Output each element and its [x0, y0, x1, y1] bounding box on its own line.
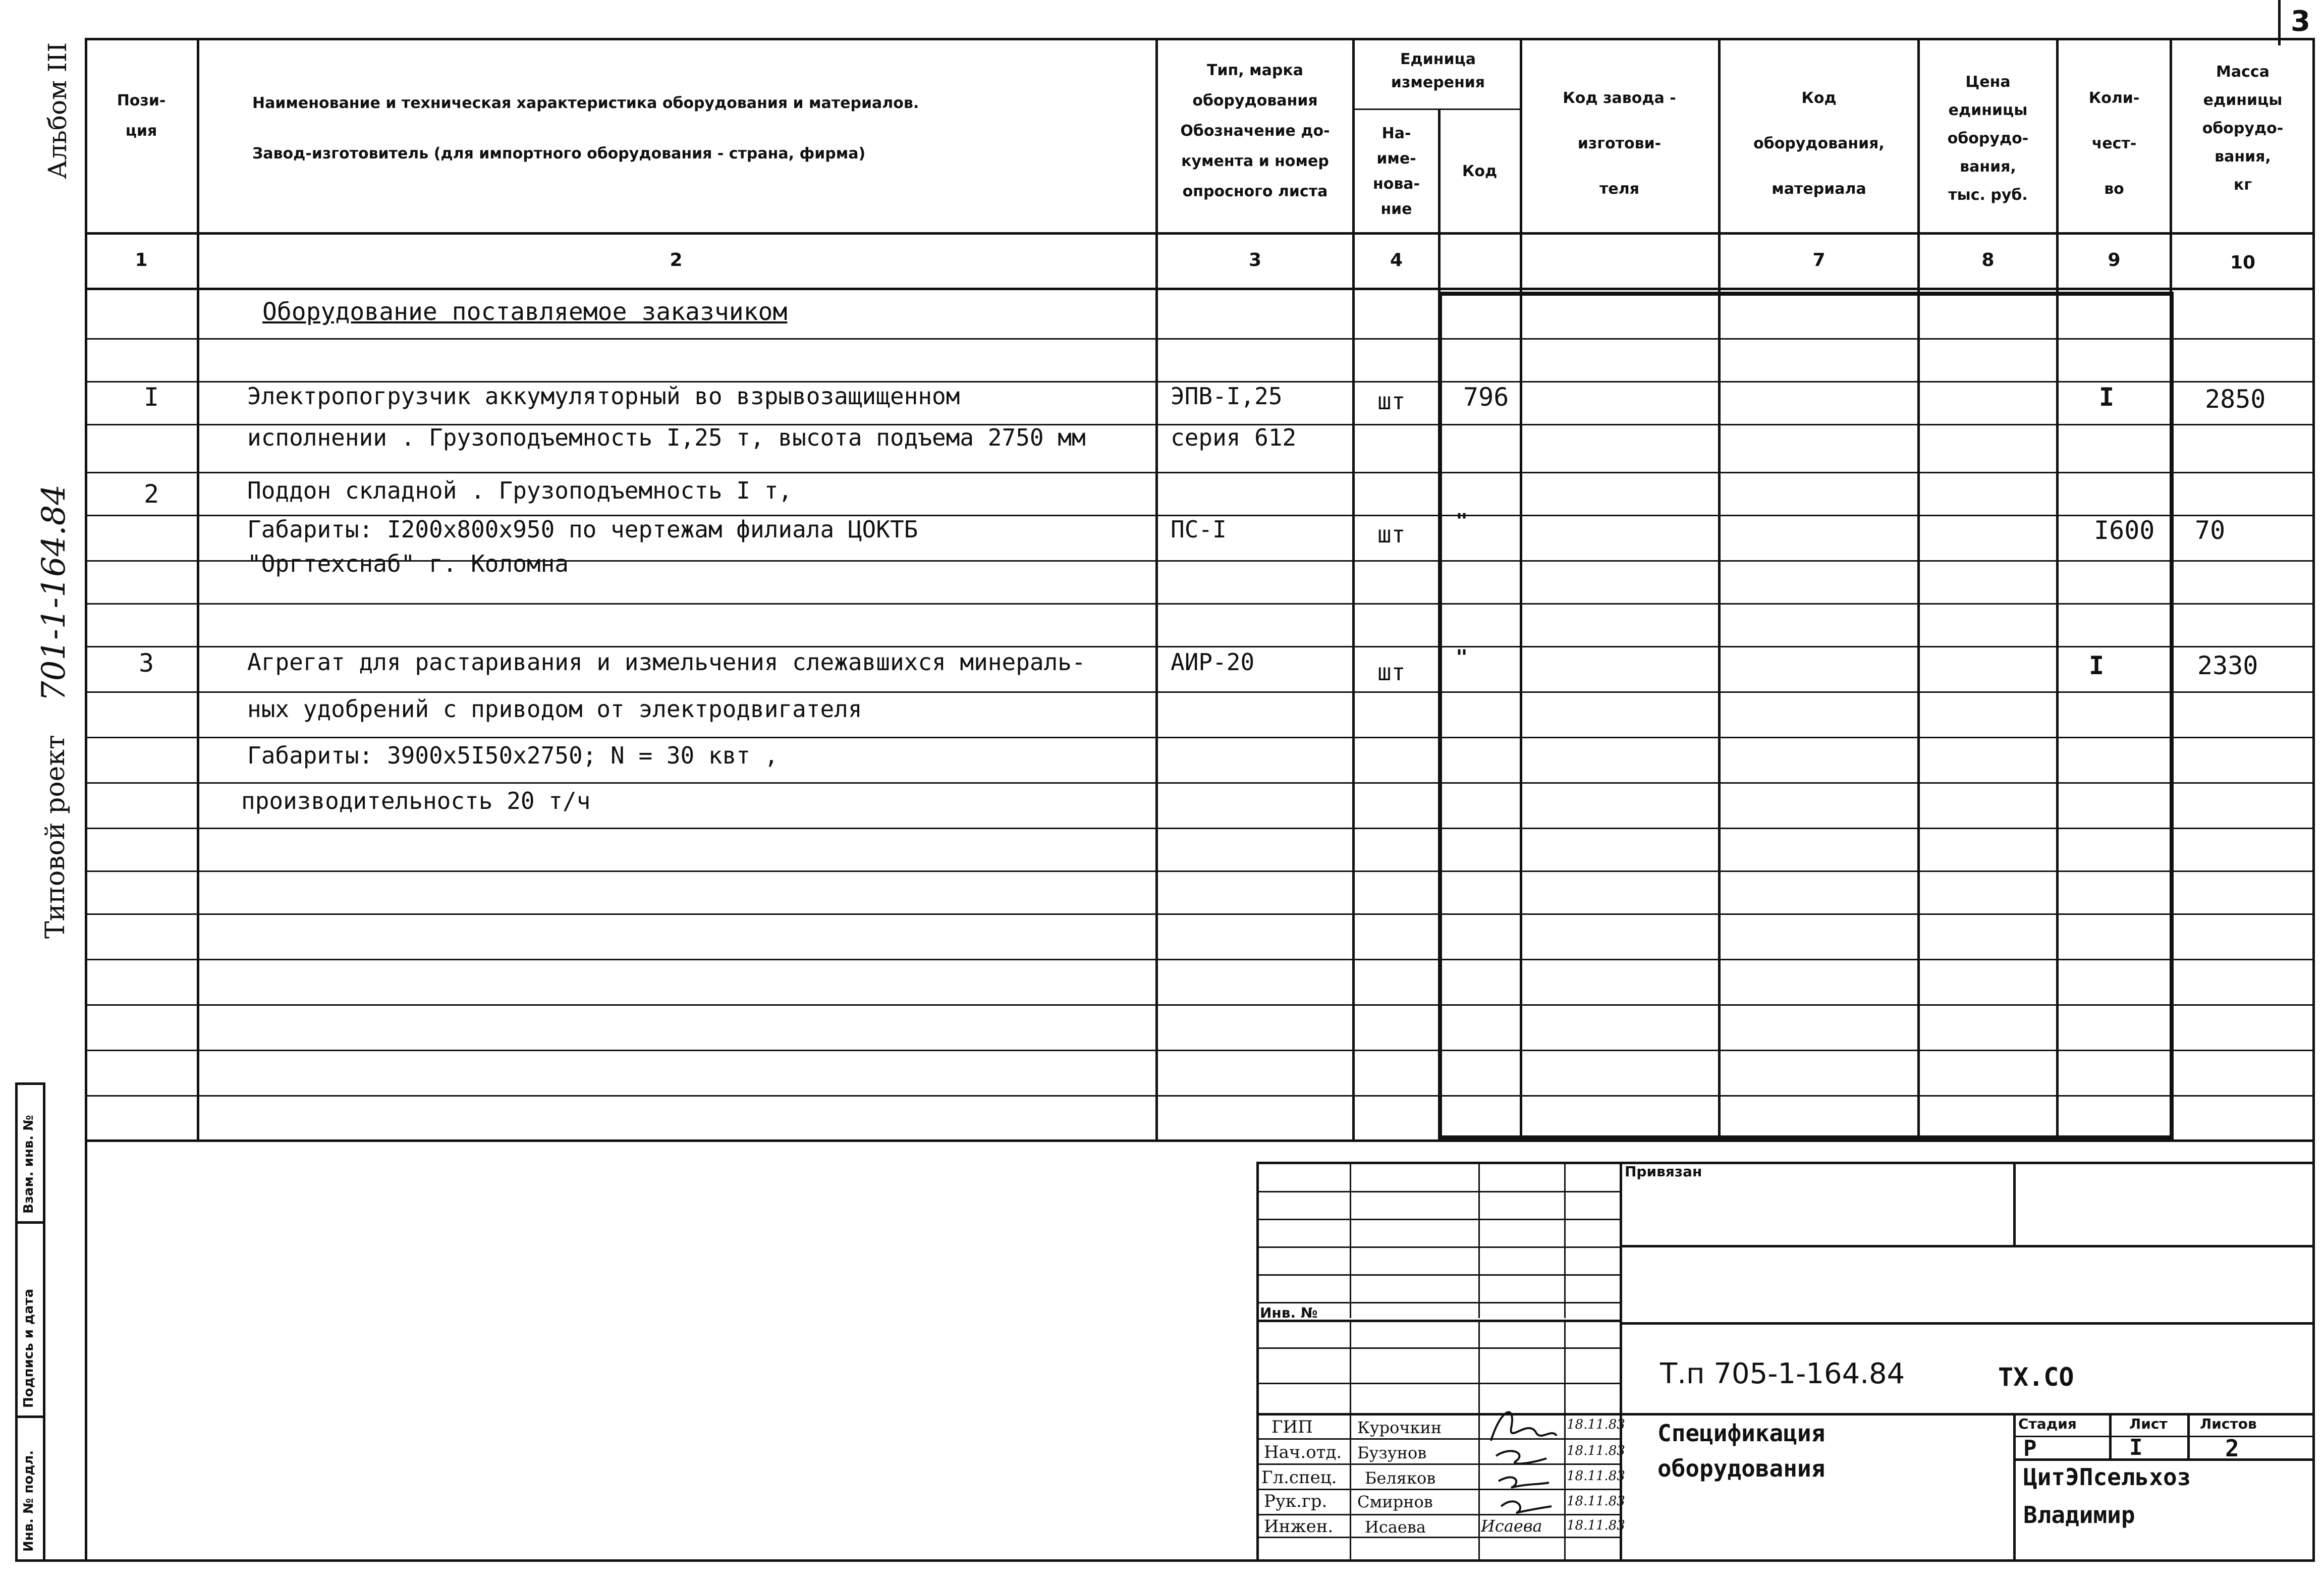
staff-role-gl-spec: Гл.спец.	[1261, 1467, 1337, 1488]
document-title: Спецификация оборудования	[1657, 1420, 1825, 1482]
row-line	[85, 1004, 2315, 1006]
header-unit-group: Единица измерения	[1391, 50, 1485, 91]
staff-name-inzhen: Исаева	[1365, 1517, 1426, 1537]
signature-isaeva: Исаева	[1481, 1516, 1542, 1536]
stamp-grid-h	[1256, 1537, 1620, 1538]
staff-role-ruk-gr: Рук.гр.	[1264, 1491, 1327, 1511]
header-name: Наименование и техническая характеристика оборудования и материалов. Завод-изготовитель (для импортного оборудования - страна, фирма)	[252, 94, 919, 162]
row-line	[85, 737, 2315, 738]
stamp-grid-h	[1256, 1347, 1620, 1349]
album-label: Альбом III	[43, 42, 72, 179]
row1-quantity: I	[2099, 383, 2115, 412]
stamp-grid-h	[1256, 1383, 1620, 1384]
stamp-grid-v	[1350, 1162, 1351, 1318]
staff-name-nach-otd: Бузунов	[1357, 1443, 1427, 1462]
row2-unit-code: "	[1456, 510, 1468, 533]
header-position: Пози- ция	[117, 92, 166, 140]
header-quantity: Коли- чест- во	[2088, 89, 2140, 198]
header-type: Тип, марка оборудования Обозначение до- кумента и номер опросного листа	[1180, 62, 1330, 200]
row3-position: 3	[139, 648, 154, 678]
side-strip-left	[15, 1082, 18, 1562]
row2-name-line2: Габариты: I200x800x950 по чертежам филиала ЦОКТБ	[247, 516, 918, 543]
stamp-grid-h	[1256, 1246, 1620, 1248]
stamp-cell-inv-podl: Инв. № подл.	[21, 1450, 36, 1552]
stamp-grid-v	[1564, 1162, 1566, 1318]
stamp-grid-v	[1350, 1322, 1351, 1559]
stamp-top	[1256, 1162, 2315, 1164]
stamp-left	[1256, 1162, 1259, 1560]
stamp-grid-v	[1478, 1322, 1480, 1559]
organization: ЦитЭПсельхоз Владимир	[2023, 1463, 2191, 1529]
header-unit-code: Код	[1462, 162, 1498, 180]
colnum-3: 3	[1248, 250, 1262, 270]
stamp-grid-h	[1256, 1438, 1620, 1440]
row1-mass: 2850	[2205, 385, 2266, 414]
stamp-grid-h	[1256, 1413, 1620, 1415]
frame-top	[85, 38, 2315, 40]
table-bottom	[85, 1139, 2315, 1142]
row1-name-line2: исполнении . Грузоподъемность I,25 т, высота подъема 2750 мм	[247, 424, 1086, 451]
sheets-value: 2	[2225, 1435, 2239, 1462]
side-strip-top	[15, 1082, 45, 1085]
colnum-8: 8	[1981, 250, 1995, 270]
row2-mass: 70	[2195, 516, 2226, 545]
frame-left	[85, 38, 87, 1562]
row3-mass: 2330	[2197, 651, 2258, 680]
staff-name-gl-spec: Беляков	[1365, 1468, 1436, 1488]
row2-quantity: I600	[2094, 516, 2155, 545]
stamp-grid-h	[1256, 1463, 1620, 1465]
staff-date-ruk-gr: 18.11.83	[1567, 1494, 1625, 1509]
side-strip-div1	[15, 1221, 45, 1224]
row3-unit: шт	[1377, 659, 1406, 686]
row3-type: АИР-20	[1171, 648, 1255, 676]
row-line	[85, 828, 2315, 829]
row1-type-line1: ЭПВ-I,25	[1171, 383, 1283, 410]
header-unit-name: На- име- нова- ние	[1372, 125, 1420, 218]
page-number: 3	[2291, 5, 2310, 38]
row-line	[85, 338, 2315, 340]
row2-unit: шт	[1377, 521, 1406, 548]
staff-name-ruk-gr: Смирнов	[1357, 1492, 1433, 1511]
staff-role-gip: ГИП	[1271, 1417, 1313, 1437]
row-line	[85, 782, 2315, 784]
header-price: Цена единицы оборудо- вания, тыс. руб.	[1947, 73, 2029, 204]
staff-date-gl-spec: 18.11.83	[1567, 1468, 1625, 1484]
row-line	[85, 646, 2315, 647]
stamp-grid-h	[1256, 1274, 1620, 1276]
header-bottom	[85, 232, 2315, 235]
stage-label: Стадия	[2018, 1415, 2077, 1432]
frame-bottom	[43, 1559, 2315, 1562]
row2-position: 2	[144, 479, 159, 509]
sheet-value: I	[2129, 1435, 2143, 1460]
colnum-9: 9	[2108, 250, 2121, 270]
row-line	[85, 1050, 2315, 1051]
staff-name-gip: Курочкин	[1357, 1418, 1442, 1437]
side-strip-mid	[43, 1082, 45, 1562]
header-manufacturer-code: Код завода - изготови- теля	[1563, 89, 1676, 198]
row1-unit-code: 796	[1463, 383, 1509, 412]
row2-name-line1: Поддон складной . Грузоподъемность I т,	[247, 477, 793, 504]
sheet-label: Лист	[2129, 1415, 2168, 1432]
row-line	[85, 913, 2315, 915]
header-mass: Масса единицы оборудо- вания, кг	[2202, 63, 2284, 194]
row3-quantity: I	[2089, 651, 2105, 680]
row2-type: ПС-I	[1171, 516, 1227, 543]
project-type-side: Типовой роект	[40, 735, 71, 939]
row1-name-line1: Электропогрузчик аккумуляторный во взрывозащищенном	[247, 383, 960, 410]
header-equipment-code: Код оборудования, материала	[1753, 89, 1885, 198]
stamp-privyazan-divider	[2013, 1162, 2016, 1245]
staff-date-inzhen: 18.11.83	[1567, 1518, 1625, 1533]
side-strip-div2	[15, 1415, 45, 1418]
inner-frame-top	[1438, 292, 2172, 296]
stamp-right-h1	[1620, 1245, 2315, 1247]
stamp-grid-h	[1256, 1219, 1620, 1220]
row3-name-line1: Агрегат для растаривания и измельчения слежавшихся минераль-	[247, 648, 1086, 676]
inner-frame-bottom	[1438, 1135, 2172, 1139]
unit-group-divider	[1352, 108, 1521, 110]
col-line-1	[197, 38, 199, 1140]
colnum-7: 7	[1812, 250, 1825, 270]
stamp-cell-signature-date: Подпись и дата	[21, 1288, 36, 1408]
stamp-grid-h	[1256, 1302, 1620, 1303]
staff-role-nach-otd: Нач.отд.	[1264, 1442, 1342, 1462]
inner-frame-left	[1438, 292, 1442, 1139]
colnum-10: 10	[2230, 252, 2256, 273]
row1-type-line2: серия 612	[1171, 424, 1297, 451]
staff-date-gip: 18.11.83	[1567, 1417, 1625, 1432]
colnum-1: 1	[135, 250, 148, 270]
row-line	[85, 1095, 2315, 1097]
stamp-grid-h	[1256, 1514, 1620, 1515]
section-title: Оборудование поставляемое заказчиком	[262, 298, 788, 326]
row-line	[85, 472, 2315, 473]
stamp-grid-h	[1256, 1191, 1620, 1192]
row-line	[85, 959, 2315, 960]
row3-name-line4: производительность 20 т/ч	[241, 787, 591, 814]
sheets-label: Листов	[2200, 1415, 2257, 1432]
stage-value: Р	[2023, 1436, 2037, 1461]
inv-no-label: Инв. №	[1260, 1304, 1318, 1321]
inner-frame-right	[2170, 292, 2174, 1139]
colnum-4: 4	[1390, 250, 1403, 270]
row1-position: I	[144, 383, 159, 412]
staff-role-inzhen: Инжен.	[1264, 1516, 1334, 1537]
colnum-2: 2	[670, 250, 683, 270]
row-line	[85, 603, 2315, 605]
stamp-grid-h	[1256, 1489, 1620, 1490]
stamp-grid-v	[1564, 1322, 1566, 1559]
stamp-cell-vzam: Взам. инв. №	[21, 1115, 36, 1214]
stamp-stage-h	[2013, 1436, 2315, 1437]
row3-name-line2: ных удобрений с приводом от электродвигателя	[247, 695, 862, 723]
colnum-bottom	[85, 288, 2315, 290]
stamp-right-h2	[1620, 1322, 2315, 1325]
row-line	[85, 691, 2315, 693]
project-code-side: 701-1-164.84	[35, 484, 73, 701]
row-line	[85, 870, 2315, 872]
stamp-grid-v	[1478, 1162, 1480, 1318]
row3-unit-code: "	[1456, 646, 1468, 669]
privyazan-label: Привязан	[1625, 1163, 1702, 1180]
document-code: Т.п 705-1-164.84	[1660, 1357, 1905, 1390]
row2-name-line3: "Оргтехснаб" г. Коломна	[247, 550, 569, 577]
side-strip-bottom	[15, 1559, 45, 1562]
row1-unit: шт	[1377, 388, 1406, 415]
stamp-stage-divider	[2013, 1413, 2016, 1559]
staff-date-nach-otd: 18.11.83	[1567, 1443, 1625, 1458]
document-suffix: ТХ.СО	[1998, 1363, 2074, 1392]
row3-name-line3: Габариты: 3900x5I50x2750; N = 30 квт ,	[247, 742, 779, 769]
